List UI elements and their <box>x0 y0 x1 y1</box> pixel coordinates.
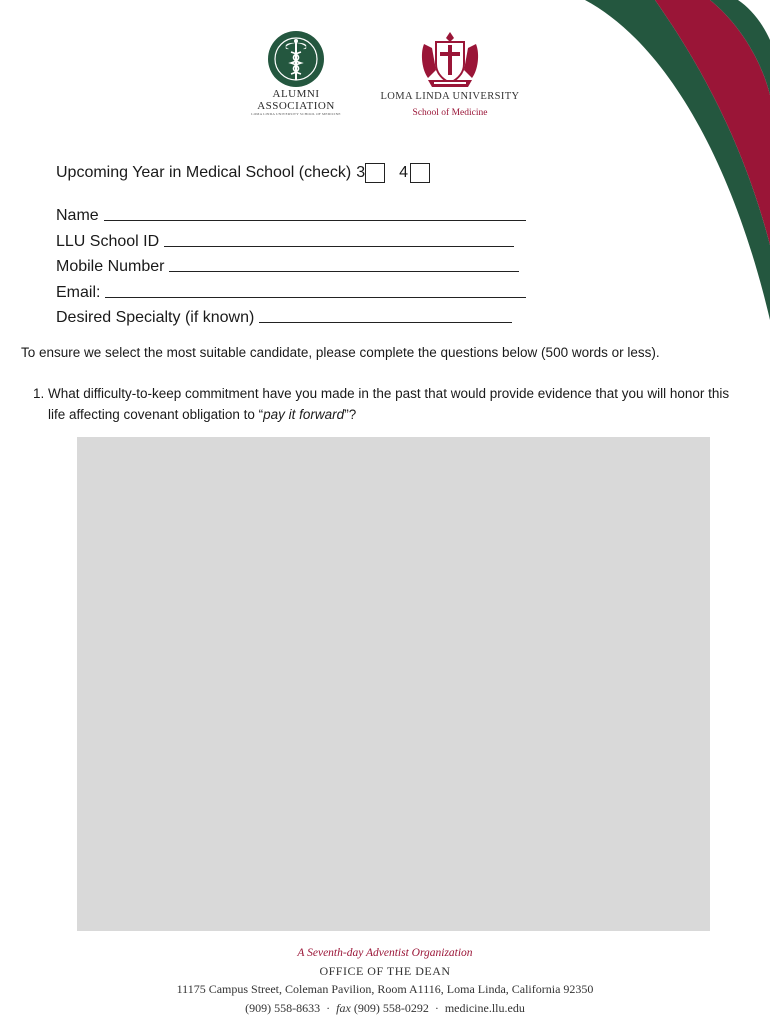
footer-phone: (909) 558-8633 <box>245 1001 321 1015</box>
mobile-label: Mobile Number <box>56 258 165 275</box>
footer-website[interactable]: medicine.llu.edu <box>444 1001 525 1015</box>
footer-address: 11175 Campus Street, Coleman Pavilion, Room A1116, Loma Linda, California 92350 <box>176 982 594 996</box>
footer-contact <box>0 999 770 1018</box>
corner-swoosh-decoration <box>570 0 770 330</box>
school-name: School of Medicine <box>412 108 488 118</box>
loma-linda-university-logo <box>380 30 520 118</box>
question-1 <box>33 383 748 425</box>
school-id-input-line[interactable] <box>164 229 514 247</box>
footer-office: OFFICE OF THE DEAN <box>319 964 451 978</box>
footer-organization: A Seventh-day Adventist Organization <box>297 947 473 959</box>
footer-separator: · <box>326 1001 331 1015</box>
caduceus-seal-icon <box>267 30 325 88</box>
year-3-checkbox[interactable] <box>365 163 385 183</box>
question-text-end: ”? <box>344 407 357 422</box>
footer-fax: (909) 558-0292 <box>353 1001 429 1015</box>
email-input-line[interactable] <box>105 280 526 298</box>
year-selection-row <box>56 163 430 183</box>
question-text-part: What difficulty-to-keep commitment have you made in the past that would provide evidence that you will honor this life affecting covenant obligation to “ <box>48 386 730 422</box>
alumni-association-logo <box>250 30 342 117</box>
specialty-input-line[interactable] <box>259 305 512 323</box>
name-input-line[interactable] <box>104 203 526 221</box>
email-field-row <box>56 280 526 306</box>
year-option-3-label: 3 <box>356 164 366 181</box>
applicant-info-fields <box>56 203 526 331</box>
instructions-text: To ensure we select the most suitable candidate, please complete the questions below (500 words or less). <box>21 345 660 360</box>
question-text <box>48 383 748 425</box>
school-id-label: LLU School ID <box>56 232 160 250</box>
name-label: Name <box>56 207 99 224</box>
mobile-input-line[interactable] <box>169 254 519 272</box>
email-label: Email: <box>56 283 101 301</box>
answer-text-area[interactable] <box>77 437 710 931</box>
question-emphasis: pay it forward <box>263 407 345 422</box>
year-option-4-label: 4 <box>399 164 409 181</box>
specialty-field-row <box>56 305 526 331</box>
school-id-field-row <box>56 229 526 255</box>
university-crest-icon <box>418 30 482 90</box>
page-footer <box>0 944 770 1018</box>
university-name: LOMA LINDA UNIVERSITY <box>380 91 520 102</box>
footer-separator: · <box>434 1001 439 1015</box>
year-label: Upcoming Year in Medical School (check) <box>56 164 352 181</box>
name-field-row <box>56 203 526 229</box>
specialty-label: Desired Specialty (if known) <box>56 309 255 326</box>
alumni-logo-line1: ALUMNI <box>272 88 320 100</box>
question-number: 1. <box>33 386 45 401</box>
alumni-logo-tagline: LOMA LINDA UNIVERSITY SCHOOL OF MEDICINE <box>251 112 341 116</box>
year-4-checkbox[interactable] <box>410 163 430 183</box>
mobile-field-row <box>56 254 526 280</box>
alumni-logo-line2: ASSOCIATION <box>257 100 335 112</box>
footer-fax-label: fax <box>336 1001 351 1015</box>
